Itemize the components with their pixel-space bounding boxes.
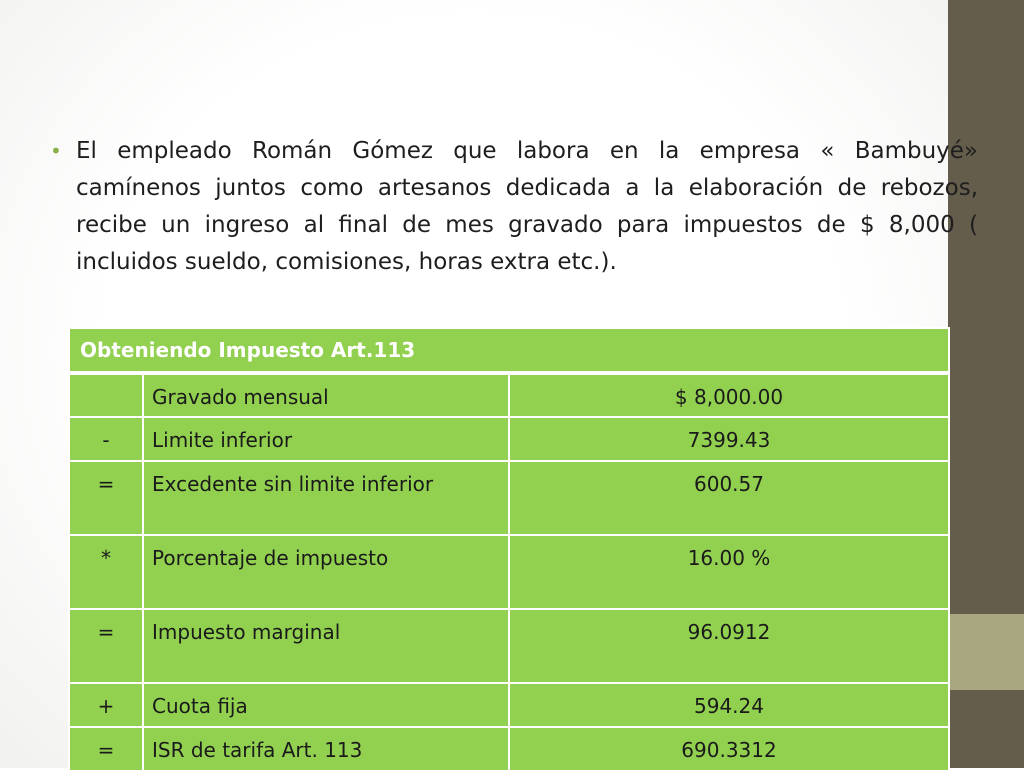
table-title: Obteniendo Impuesto Art.113 xyxy=(69,328,949,373)
row-symbol: = xyxy=(69,461,143,535)
table-row xyxy=(69,417,949,461)
row-concept: Limite inferior xyxy=(143,417,509,461)
table-row xyxy=(69,609,949,683)
row-value: 96.0912 xyxy=(509,609,949,683)
table-row xyxy=(69,727,949,771)
bullet-icon: • xyxy=(50,139,62,163)
row-value: 594.24 xyxy=(509,683,949,727)
bullet-paragraph xyxy=(50,133,978,281)
sidebar-accent-block xyxy=(948,614,1024,690)
row-concept: Impuesto marginal xyxy=(143,609,509,683)
bullet-text: El empleado Román Gómez que labora en la empresa « Bambuyé» camínenos juntos como artesanos dedicada a la elaboración de rebozos, recibe un ingreso al final de mes gravado para impuestos de $ 8,000 ( incluidos sueldo, comisiones, horas extra etc.). xyxy=(76,138,978,275)
row-concept: ISR de tarifa Art. 113 xyxy=(143,727,509,771)
row-value: 16.00 % xyxy=(509,535,949,609)
table-header-row xyxy=(69,328,949,373)
row-symbol: + xyxy=(69,683,143,727)
table-row xyxy=(69,683,949,727)
table-row xyxy=(69,535,949,609)
row-concept: Porcentaje de impuesto xyxy=(143,535,509,609)
row-symbol: = xyxy=(69,727,143,771)
row-concept: Gravado mensual xyxy=(143,373,509,417)
tax-table xyxy=(68,327,950,772)
row-concept: Excedente sin limite inferior xyxy=(143,461,509,535)
table-row xyxy=(69,373,949,417)
row-symbol xyxy=(69,373,143,417)
row-symbol: * xyxy=(69,535,143,609)
row-symbol: - xyxy=(69,417,143,461)
row-concept: Cuota fija xyxy=(143,683,509,727)
row-value: 7399.43 xyxy=(509,417,949,461)
table-row xyxy=(69,461,949,535)
row-value: 690.3312 xyxy=(509,727,949,771)
row-value: $ 8,000.00 xyxy=(509,373,949,417)
row-value: 600.57 xyxy=(509,461,949,535)
row-symbol: = xyxy=(69,609,143,683)
